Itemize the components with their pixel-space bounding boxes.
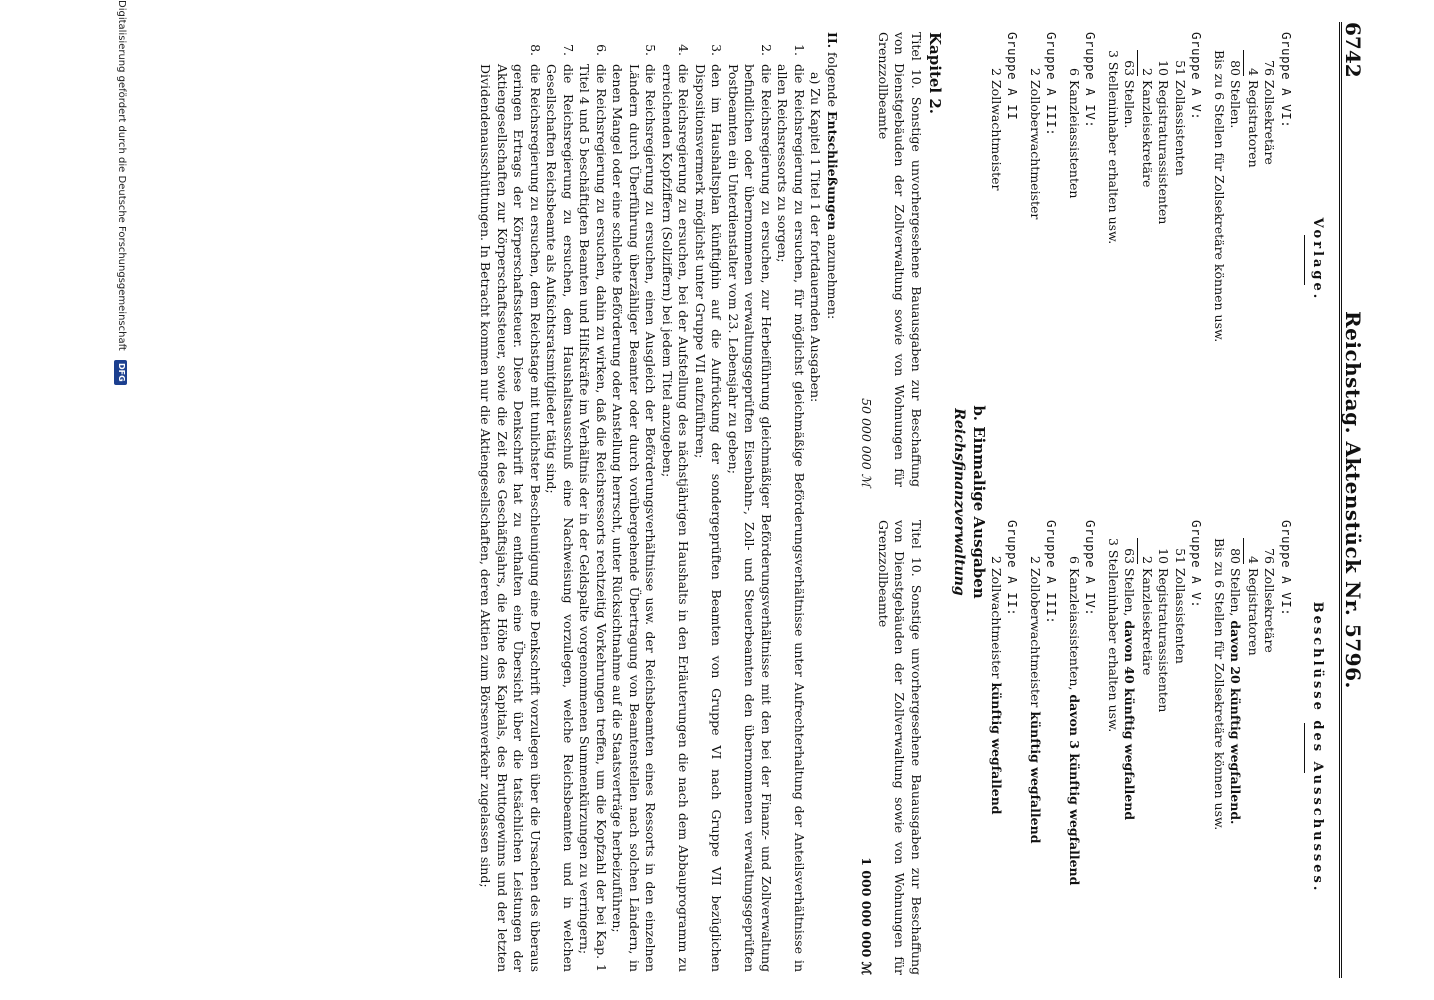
group-label: Gruppe A V: [1189, 520, 1205, 609]
group-label: Gruppe A VI: [1278, 520, 1294, 617]
total-line: 63Stellen. [1122, 60, 1138, 129]
group-a6 [1210, 32, 1294, 487]
group-a2 [987, 520, 1020, 975]
column-title: Beschlüsse des Ausschusses. [1310, 601, 1325, 894]
column-beschluesse [987, 520, 1326, 975]
dfg-logo: DFG [114, 360, 127, 385]
group-a3 [1026, 32, 1059, 487]
total-line: 63Stellen, davon 40 künftig wegfallend [1122, 548, 1138, 821]
list-item: 6Kanzleiassistenten [1066, 68, 1082, 199]
resolutions-subheading: a) Zu Kapitel 1 Titel 1 der fortdauernden Ausgaben: [808, 72, 824, 403]
column-title: Vorlage. [1310, 217, 1325, 302]
divider [1304, 235, 1305, 285]
list-item: 2Zollwachtmeister künftig wegfallend [988, 556, 1004, 815]
section-einmalige-ausgaben [950, 32, 988, 972]
group-a4 [1065, 520, 1098, 975]
titel-beschluss [858, 520, 924, 975]
group-label: Gruppe A V: [1189, 32, 1205, 121]
titel-text: Titel 10. Sonstige unvorhergesehene Bauausgaben zur Beschaffung von Dienstgebäuden der Zollverwaltung sowie von Wohnungen für Grenzzollbeamte [876, 520, 924, 975]
group-a2 [987, 32, 1020, 487]
group-a3 [1026, 520, 1059, 975]
list-item: 76Zollsekretäre [1262, 60, 1278, 165]
amount: 50 000 000 ℳ [859, 398, 875, 487]
group-label: Gruppe A II [1005, 32, 1021, 121]
resolution-item: 2. die Reichsregierung zu ersuchen, zur Herbeiführung gleichmäßiger Beförderungsverhältnisse mit den bei der Finanz- und Zollverwaltung befindlichen oder übernommenen verwaltungsgeprüften Eisenbahn-, Zoll- und Steuerbeamten den übernommenen verwaltungsgeprüften Postbeamten ein Unterdienstalter vom 23. Lebensjahr zu geben; [726, 44, 774, 972]
list-item: 51Zollassistenten [1172, 548, 1188, 664]
resolution-item: 8. die Reichsregierung zu ersuchen, dem Reichstage mit tunlichster Beschleunigung eine Denkschrift vorzulegen über die Ursachen des überaus geringen Ertrags der Körperschaftssteuer. Diese Denkschrift hat zu enthalten eine Übersicht über die tatsächlichen Leistungen der Aktiengesellschaften zur Körperschaftssteuer, sowie die Zeit des Geschäftsjahrs, die Höhe des Kapitals, des Bruttogewinns und der letzten Dividendenausschüttungen. In Betracht kommen nur die Aktiengesellschaften, deren Aktien zum Börsenverkehr zugelassen sind; [478, 44, 543, 972]
group-label: Gruppe A VI: [1278, 32, 1294, 129]
list-item: 2Zolloberwachtmeister [1027, 68, 1043, 220]
resolution-item: 5. die Reichsregierung zu ersuchen, einen Ausgleich der Beförderungsverhältnisse usw. der Reichsbeamten eines Ressorts in den einzelnen Ländern durch Überführung überzähliger Beamter oder durch vorübergehende Übertragung von Beamtenstellen nach solchen Ländern, in denen Mangel oder eine schlechte Beförderung oder Anstellung herrscht, unter Rücksichtnahme auf die Staatsverträge herbeizuführen; [610, 44, 659, 972]
page-number: 6742 [1341, 22, 1365, 78]
section-title: b. Einmalige Ausgaben [970, 405, 988, 599]
divider [1304, 723, 1305, 773]
resolutions [477, 32, 840, 972]
total-line: 80Stellen. [1228, 60, 1244, 129]
titel-text: Titel 10. Sonstige unvorhergesehene Bauausgaben zur Beschaffung von Dienstgebäuden der Zollverwaltung sowie von Wohnungen für Grenzzollbeamte [876, 32, 924, 487]
group-label: Gruppe A III: [1044, 32, 1060, 137]
resolution-item: 1. die Reichsregierung zu ersuchen, für möglichst gleichmäßige Beförderungsverhältnisse unter Aufrechterhaltung der Anteilsverhältnisse in allen Reichsressorts zu sorgen; [775, 44, 807, 972]
list-item: 2Zollwachtmeister [988, 68, 1004, 191]
list-item: 2Kanzleisekretäre [1139, 556, 1155, 676]
group-a6 [1210, 520, 1294, 975]
group-a5 [1104, 520, 1204, 975]
group-label: Gruppe A IV: [1083, 520, 1099, 617]
list-item: 4Registratoren [1245, 556, 1261, 656]
group-label: Gruppe A III: [1044, 520, 1060, 625]
group-label: Gruppe A II: [1005, 520, 1021, 617]
kapitel-heading: Kapitel 2. [926, 32, 944, 114]
amount: 1 000 000 000 ℳ [859, 857, 875, 975]
page-title: Reichstag. Aktenstück Nr. 5796. [1341, 311, 1365, 689]
group-a4 [1065, 32, 1098, 487]
group-a5 [1104, 32, 1204, 487]
page-header [1339, 22, 1368, 978]
titel-vorlage [858, 32, 924, 487]
list-item: 10Registraturassistenten [1156, 548, 1172, 713]
list-item: 51Zollassistenten [1172, 60, 1188, 176]
resolution-item: 6. die Reichsregierung zu ersuchen, dahin zu wirken, daß die Reichsressorts rechtzeitig Vorkehrungen treffen, um die Kopfzahl der bei Kap. 1 Titel 4 und 5 beschäftigten Beamten und Hilfskräfte im Verhältnis der in der Geldspalte vorgenommenen Summenkürzungen zu verringern; [577, 44, 609, 972]
list-item: 2Kanzleisekretäre [1139, 68, 1155, 188]
note: Bis zu 6 Stellen für Zollsekretäre können usw. [1211, 538, 1227, 831]
resolutions-heading: II. folgende Entschließungen anzunehmen: [825, 32, 840, 320]
list-item: 76Zollsekretäre [1262, 548, 1278, 653]
note: 3 Stelleninhaber erhalten usw. [1105, 538, 1121, 733]
section-subtitle: Reichsfinanzverwaltung [951, 408, 968, 596]
digitization-footer: Digitalisierung gefördert durch die Deutsche Forschungsgemeinschaft DFG [114, 0, 128, 385]
document-page [110, 0, 1380, 1000]
total-line: 80Stellen, davon 20 künftig wegfallend. [1228, 548, 1244, 825]
note: Bis zu 6 Stellen für Zollsekretäre können usw. [1211, 50, 1227, 343]
list-item: 2Zolloberwachtmeister künftig wegfallend [1027, 556, 1043, 844]
resolution-item: 4. die Reichsregierung zu ersuchen, bei der Aufstellung des nächstjährigen Haushalts in den Erläuterungen die nach dem Abbauprogramm zu erreichenden Kopfziffern (Sollziffern) bei jedem Titel anzugeben; [660, 44, 692, 972]
column-vorlage [987, 32, 1326, 487]
group-label: Gruppe A IV: [1083, 32, 1099, 129]
list-item: 4Registratoren [1245, 68, 1261, 168]
resolution-item: 7. die Reichsregierung zu ersuchen, dem Haushaltsausschuß eine Nachweisung vorzulegen, welche Reichsbeamten und in welchen Gesellschaften Reichsbeamte als Aufsichtsratsmitglieder tätig sind; [544, 44, 576, 972]
list-item: 10Registraturassistenten [1156, 60, 1172, 225]
resolution-item: 3. den im Haushaltsplan künftighin auf die Aufrückung der sondergeprüften Beamten von Gruppe VI nach Gruppe VII bezüglichen Dispositionsvermerk möglichst unter Gruppe VII aufzuführen; [693, 44, 725, 972]
list-item: 6Kanzleiassistenten, davon 3 künftig wegfallend [1066, 556, 1082, 886]
note: 3 Stelleninhaber erhalten usw. [1105, 50, 1121, 245]
